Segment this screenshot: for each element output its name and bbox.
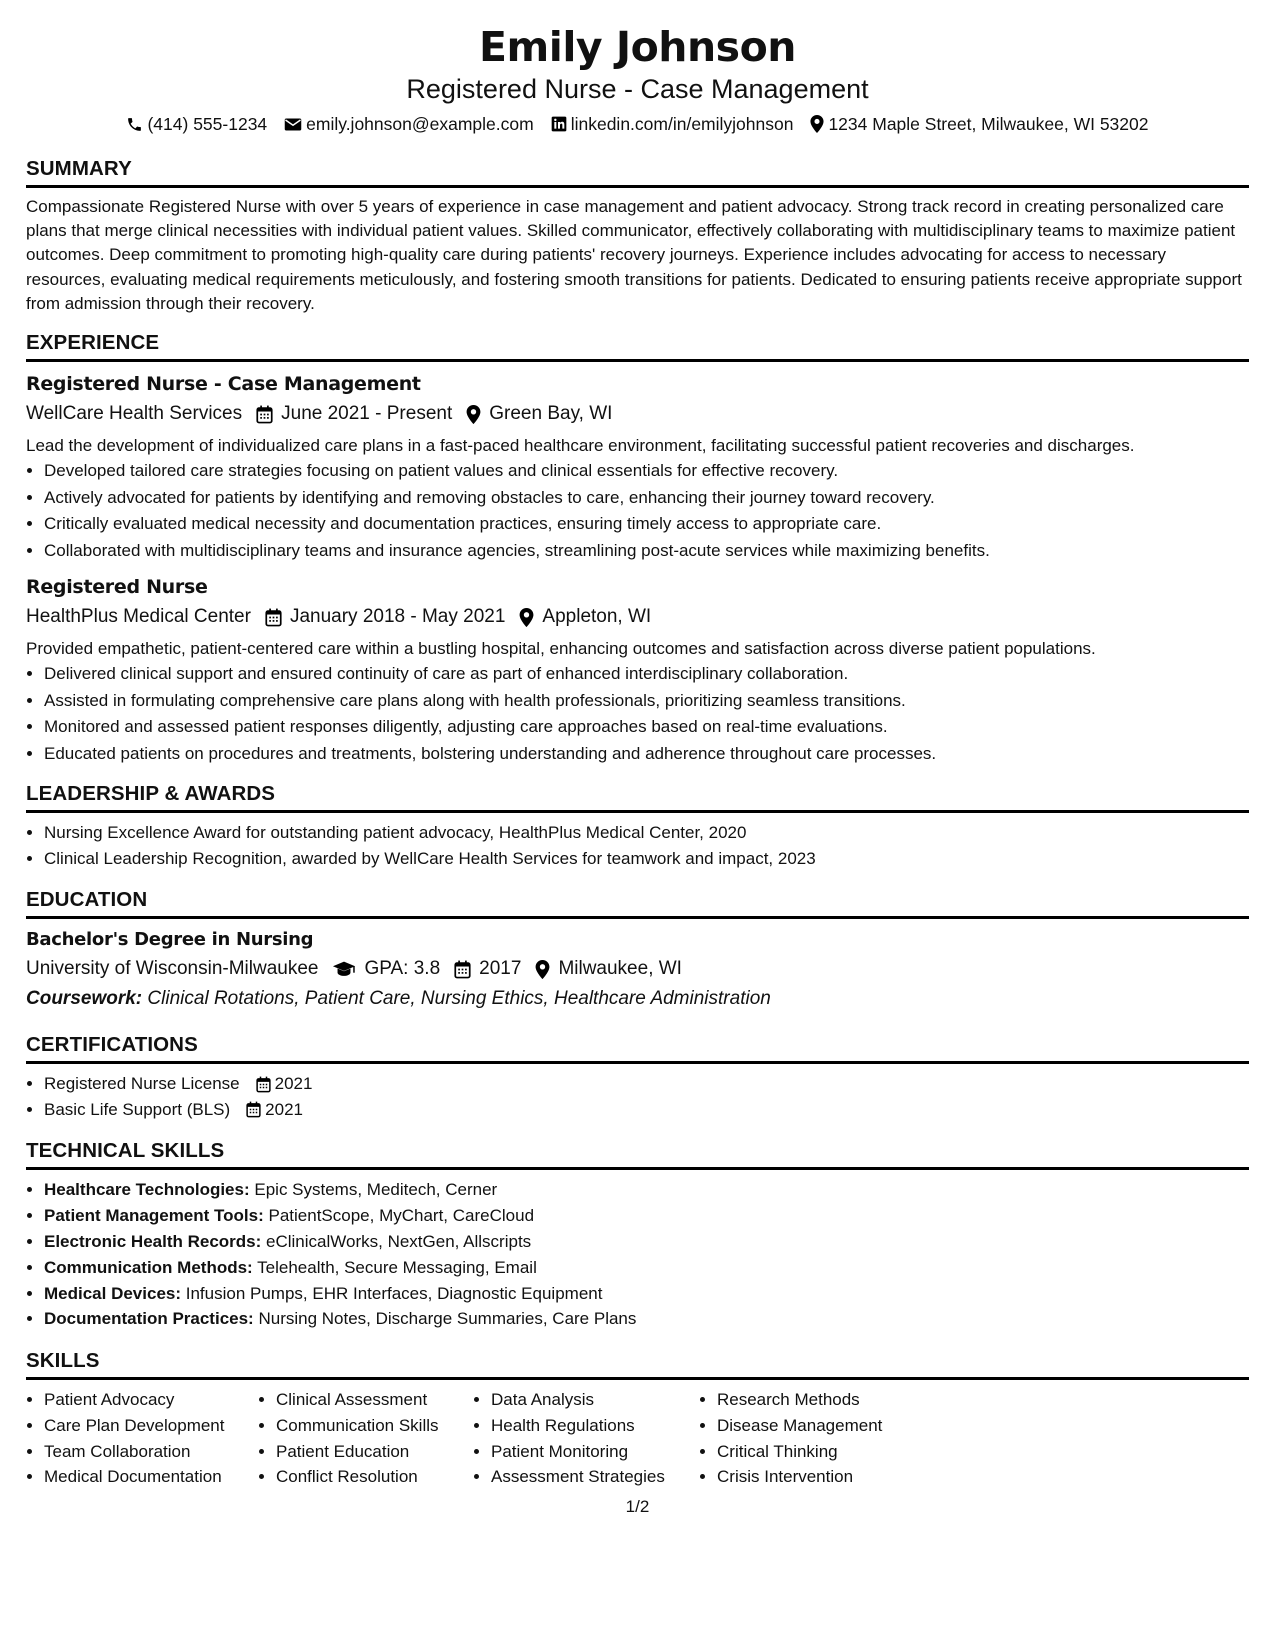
- technical-skill-value: Infusion Pumps, EHR Interfaces, Diagnostic Equipment: [185, 1283, 603, 1303]
- job-description: Provided empathetic, patient-centered care within a bustling hospital, enhancing outcomes and satisfaction across diverse patient populations.: [26, 639, 1096, 659]
- technical-skills-section: [26, 1138, 1249, 1332]
- skill-item: • Patient Monitoring: [491, 1439, 699, 1465]
- section-divider: [26, 1167, 1249, 1170]
- section-divider: [26, 359, 1249, 362]
- skills-column: [258, 1387, 473, 1490]
- calendar-icon: [256, 405, 273, 424]
- skills-column: [473, 1387, 699, 1490]
- section-divider: [26, 810, 1249, 813]
- job-location: Green Bay, WI: [489, 403, 613, 425]
- skill-item: • Patient Education: [276, 1439, 473, 1465]
- job-bullet: • Educated patients on procedures and treatments, bolstering understanding and adherence throughout care processes.: [44, 741, 1249, 768]
- section-title-awards: LEADERSHIP & AWARDS: [26, 782, 276, 806]
- certification-name: • Registered Nurse License: [44, 1074, 240, 1094]
- section-title-certifications: CERTIFICATIONS: [26, 1033, 198, 1057]
- certification-item: [44, 1071, 1249, 1097]
- skill-item: • Team Collaboration: [44, 1439, 258, 1465]
- section-title-technical-skills: TECHNICAL SKILLS: [26, 1139, 225, 1163]
- skill-item: • Research Methods: [717, 1387, 947, 1413]
- coursework: [26, 984, 1249, 1014]
- job-bullet: • Actively advocated for patients by identifying and removing obstacles to care, enhancing their journey toward recovery.: [44, 485, 1249, 512]
- technical-skill-item: [44, 1229, 1249, 1255]
- technical-skill-value: PatientScope, MyChart, CareCloud: [268, 1206, 535, 1226]
- technical-skill-item: [44, 1177, 1249, 1203]
- skill-item: • Crisis Intervention: [717, 1464, 947, 1490]
- job-dates: June 2021 - Present: [281, 403, 453, 425]
- skill-item: • Medical Documentation: [44, 1464, 258, 1490]
- skill-item: • Care Plan Development: [44, 1413, 258, 1439]
- skill-item: • Assessment Strategies: [491, 1464, 699, 1490]
- skill-item: • Data Analysis: [491, 1387, 699, 1413]
- technical-skill-label: Communication Methods:: [44, 1257, 253, 1277]
- graduation-year: 2017: [479, 958, 522, 980]
- section-title-experience: EXPERIENCE: [26, 331, 160, 355]
- job-description: Lead the development of individualized care plans in a fast-paced healthcare environment, facilitating successful patient recoveries and discharges.: [26, 436, 1135, 456]
- technical-skills-list: [26, 1177, 1249, 1332]
- skill-item: • Conflict Resolution: [276, 1464, 473, 1490]
- job-bullets: [26, 458, 1249, 564]
- technical-skill-value: eClinicalWorks, NextGen, Allscripts: [266, 1232, 532, 1252]
- resume-page: [26, 22, 1249, 1490]
- technical-skill-label: Documentation Practices:: [44, 1309, 254, 1329]
- section-title-education: EDUCATION: [26, 888, 148, 912]
- contact-address-text: 1234 Maple Street, Milwaukee, WI 53202: [828, 114, 1149, 134]
- linkedin-icon: [551, 116, 567, 132]
- technical-skill-value: Epic Systems, Meditech, Cerner: [254, 1180, 498, 1200]
- section-title-summary: SUMMARY: [26, 157, 132, 180]
- page-number: 1/2: [625, 1497, 650, 1516]
- job-company: WellCare Health Services: [26, 403, 243, 425]
- job-title: Registered Nurse: [26, 576, 208, 599]
- contact-phone: [126, 112, 267, 136]
- job-entry: [26, 369, 1249, 564]
- technical-skill-item: [44, 1203, 1249, 1229]
- award-item: • Clinical Leadership Recognition, awarded by WellCare Health Services for teamwork and impact, 2023: [44, 846, 1249, 872]
- skills-section: [26, 1348, 1249, 1490]
- job-meta: [26, 399, 1249, 429]
- job-company: HealthPlus Medical Center: [26, 606, 251, 628]
- job-entry: [26, 572, 1249, 767]
- technical-skill-item: [44, 1281, 1249, 1307]
- map-pin-icon: [810, 115, 824, 133]
- job-dates: January 2018 - May 2021: [289, 606, 506, 628]
- graduation-cap-icon: [332, 960, 356, 978]
- skills-column: [699, 1387, 947, 1490]
- technical-skill-value: Telehealth, Secure Messaging, Email: [257, 1257, 537, 1277]
- coursework-label: Coursework:: [26, 988, 143, 1010]
- certification-item: [44, 1097, 1249, 1123]
- technical-skill-label: Electronic Health Records:: [44, 1232, 262, 1252]
- skill-item: • Patient Advocacy: [44, 1387, 258, 1413]
- technical-skill-label: Healthcare Technologies:: [44, 1180, 250, 1200]
- skill-item: • Communication Skills: [276, 1413, 473, 1439]
- map-pin-icon: [466, 405, 481, 424]
- section-title-skills: SKILLS: [26, 1349, 100, 1373]
- job-bullet: • Monitored and assessed patient responses diligently, adjusting care approaches based on real-time evaluations.: [44, 714, 1249, 741]
- calendar-icon: [265, 608, 282, 627]
- job-bullet: • Assisted in formulating comprehensive care plans along with health professionals, prioritizing seamless transitions.: [44, 688, 1249, 715]
- phone-icon: [126, 116, 143, 133]
- section-divider: [26, 185, 1249, 188]
- certification-name: • Basic Life Support (BLS): [44, 1099, 231, 1119]
- contact-email-text: emily.johnson@example.com: [306, 114, 534, 134]
- technical-skill-value: Nursing Notes, Discharge Summaries, Care Plans: [258, 1309, 637, 1329]
- summary-text: Compassionate Registered Nurse with over 5 years of experience in case management and patient advocacy. Strong track record in creating personalized care plans that merge clinical necessities with individual patient values. Skilled communicator, effectively collaborating with multidisciplinary teams to maximize patient outcomes. Deep commitment to promoting high-quality care during patients' recovery journeys. Experience includes advocating for access to necessary resources, evaluating medical requirements meticulously, and fostering smooth transitions for patients. Dedicated to ensuring patients receive appropriate support from admission through their recovery.: [26, 197, 1242, 313]
- job-title: Registered Nurse - Case Management: [26, 373, 421, 396]
- job-bullet: • Developed tailored care strategies focusing on patient values and clinical essentials for effective recovery.: [44, 458, 1249, 485]
- contact-linkedin[interactable]: [551, 112, 794, 136]
- gpa: GPA: 3.8: [364, 958, 441, 980]
- candidate-name: Emily Johnson: [479, 23, 796, 71]
- contact-address: [810, 112, 1148, 136]
- job-location: Appleton, WI: [542, 606, 652, 628]
- certification-year: 2021: [274, 1074, 313, 1094]
- section-divider: [26, 916, 1249, 919]
- technical-skill-item: [44, 1255, 1249, 1281]
- calendar-icon: [256, 1076, 271, 1093]
- school-location: Milwaukee, WI: [558, 958, 682, 980]
- technical-skill-label: Patient Management Tools:: [44, 1206, 264, 1226]
- contact-bar: [26, 112, 1249, 136]
- certifications-section: [26, 1032, 1249, 1122]
- skill-item: • Disease Management: [717, 1413, 947, 1439]
- envelope-icon: [284, 117, 302, 132]
- education-section: [26, 887, 1249, 1014]
- education-meta: [26, 954, 1249, 984]
- candidate-headline: Registered Nurse - Case Management: [406, 74, 869, 104]
- map-pin-icon: [519, 608, 534, 627]
- resume-header: [26, 22, 1249, 136]
- awards-list: [26, 820, 1249, 871]
- skills-column: [26, 1387, 258, 1490]
- contact-linkedin-text: linkedin.com/in/emilyjohnson: [570, 114, 794, 134]
- coursework-list: Clinical Rotations, Patient Care, Nursing Ethics, Healthcare Administration: [147, 988, 771, 1010]
- section-divider: [26, 1377, 1249, 1380]
- summary-section: [26, 156, 1249, 316]
- job-bullet: • Critically evaluated medical necessity and documentation practices, ensuring timely access to appropriate care.: [44, 511, 1249, 538]
- contact-email[interactable]: [284, 112, 534, 136]
- calendar-icon: [246, 1101, 261, 1118]
- job-meta: [26, 602, 1249, 632]
- awards-section: [26, 781, 1249, 871]
- school-name: University of Wisconsin-Milwaukee: [26, 958, 319, 980]
- skill-item: • Clinical Assessment: [276, 1387, 473, 1413]
- certification-year: 2021: [265, 1099, 303, 1119]
- experience-section: [26, 330, 1249, 767]
- contact-phone-text: (414) 555-1234: [147, 114, 268, 134]
- degree-title: Bachelor's Degree in Nursing: [26, 929, 314, 951]
- job-bullet: • Delivered clinical support and ensured continuity of care as part of enhanced interdisciplinary collaboration.: [44, 661, 1249, 688]
- skills-grid: [26, 1387, 1249, 1490]
- map-pin-icon: [535, 960, 550, 979]
- technical-skill-label: Medical Devices:: [44, 1283, 182, 1303]
- calendar-icon: [454, 960, 471, 979]
- job-bullets: [26, 661, 1249, 767]
- skill-item: • Critical Thinking: [717, 1439, 947, 1465]
- award-item: • Nursing Excellence Award for outstanding patient advocacy, HealthPlus Medical Center, 2020: [44, 820, 1249, 846]
- skill-item: • Health Regulations: [491, 1413, 699, 1439]
- section-divider: [26, 1061, 1249, 1064]
- job-bullet: • Collaborated with multidisciplinary teams and insurance agencies, streamlining post-acute services while maximizing benefits.: [44, 538, 1249, 565]
- certifications-list: [26, 1071, 1249, 1122]
- technical-skill-item: [44, 1306, 1249, 1332]
